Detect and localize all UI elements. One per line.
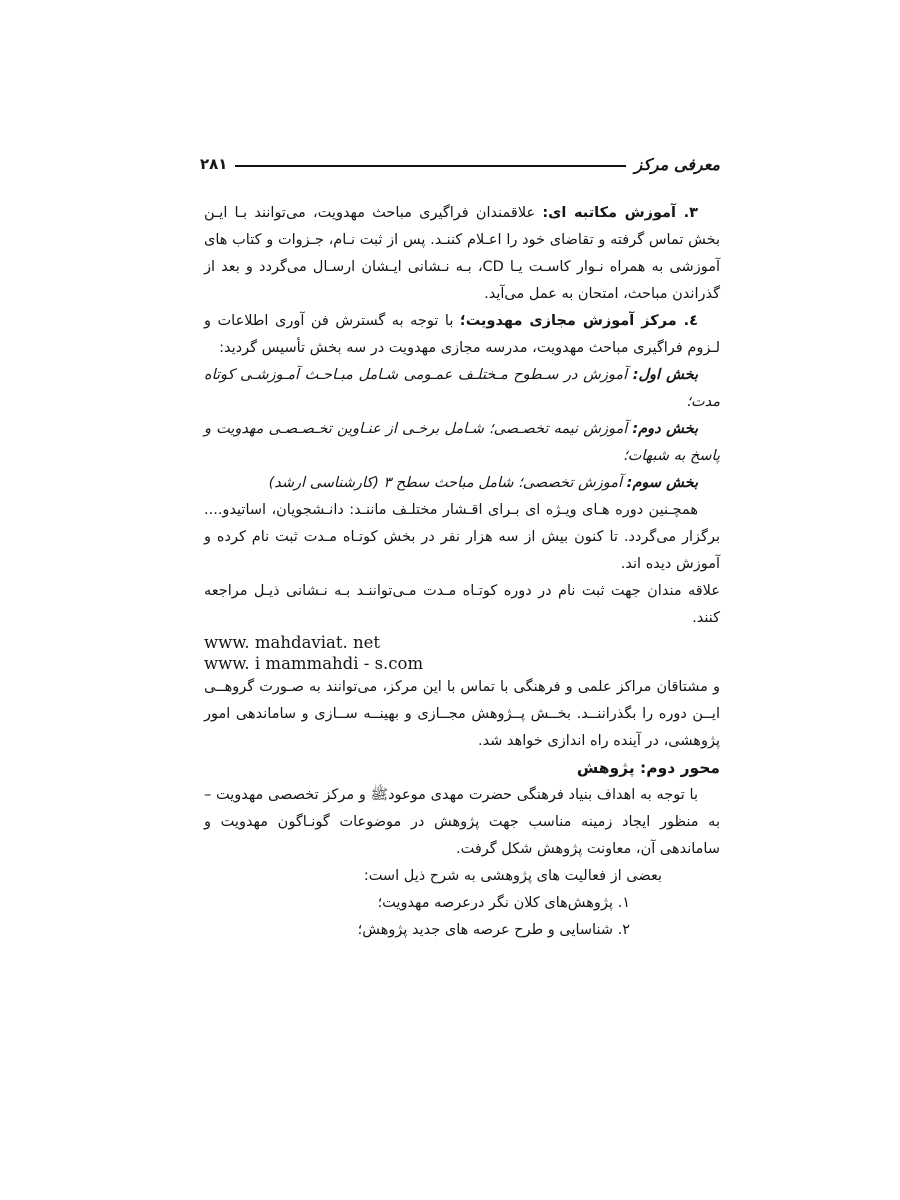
url-imammahdi: www. i mammahdi - s.com [204, 654, 424, 673]
paragraph-research-intro: با توجه به اهداف بنیاد فرهنگی حضرت مهدی موعودﷺ و مرکز تخصصی مهدویت – به منظور ایجاد زمینه مناسب جهت پژوهش در موضوعات گونـاگون مهدویت و ساماندهی آن، معاونت پژوهش شکل گرفت. [204, 787, 720, 857]
header-rule [235, 165, 626, 167]
item-4-text: با توجه به گسترش فن آوری اطلاعات و لـزوم فراگیری مباحث مهدویت، مدرسه مجازی مهدویت در سه بخش تأسیس گردید: [204, 313, 720, 356]
list-item-1: ۱. پژوهش‌های کلان نگر درعرصه مهدویت؛ [377, 895, 630, 911]
running-header [200, 152, 720, 176]
item-3-label: ۳. آموزش مکاتبه ای: [542, 205, 698, 221]
section-3-text: آموزش تخصصی؛ شامل مباحث سطح ۳ (کارشناسی ارشد) [268, 475, 627, 491]
section-2-text: آموزش نیمه تخصـصی؛ شـامل برخـی از عنـاوین تخـصـصـی مهدویت و پاسخ به شبهات؛ [204, 421, 720, 464]
paragraph-centers: و مشتاقان مراکز علمی و فرهنگی با تماس با این مرکز، می‌توانند به صـورت گروهــی ایــن دوره را بگذراننــد. بخــش پــژوهش مجــازی و بهینــه ســازی و ساماندهی امور پژوهشی، در آینده راه اندازی خواهد شد. [204, 679, 720, 749]
page-body [204, 200, 720, 944]
section-heading-research: محور دوم: پژوهش [576, 759, 720, 777]
paragraph-courses: همچـنین دوره هـای ویـژه ای بـرای اقـشار مختلـف ماننـد: دانـشجویان، اساتیدو.... برگزار می‌گردد. تا کنون بیش از سه هزار نفر در بخش کوتـاه مـدت ثبت نام کرده و آموزش دیده اند. [204, 502, 720, 572]
running-title: معرفی مرکز [634, 154, 720, 174]
page-number: ۲۸۱ [200, 155, 228, 173]
paragraph-item-3 [204, 200, 720, 308]
section-1-label: بخش اول: [632, 367, 699, 383]
section-3-label: بخش سوم: [626, 475, 698, 491]
list-item-2: ۲. شناسایی و طرح عرصه های جدید پژوهش؛ [357, 922, 630, 938]
item-4-label: ٤. مرکز آموزش مجازی مهدویت؛ [459, 313, 698, 329]
section-1-text: آموزش در سـطوح مـختلـف عمـومی شـامل مبـاحـث آمـوزشـی کوتاه مدت؛ [204, 367, 720, 410]
section-1 [204, 362, 720, 416]
section-2 [204, 416, 720, 470]
item-3-text: علاقمندان فراگیری مباحث مهدویت، می‌توانند بـا ایـن بخش تماس گرفته و تقاضای خود را اعـلام کننـد. پس از ثبت نـام، جـزوات و کتاب های آموزشی به همراه نـوار کاسـت یـا CD، بـه نـشانی ایـشان ارسـال می‌گردد و بعد از گذراندن مباحث، امتحان به عمل می‌آید. [204, 205, 720, 302]
section-2-label: بخش دوم: [632, 421, 699, 437]
list-intro: بعضی از فعالیت های پژوهشی به شرح ذیل است: [363, 868, 662, 884]
paragraph-item-4 [204, 308, 720, 362]
section-3 [204, 470, 720, 497]
url-mahdaviat: www. mahdaviat. net [204, 633, 380, 652]
paragraph-register: علاقه مندان جهت ثبت نام در دوره کوتـاه مـدت مـی‌تواننـد بـه نـشانی ذیـل مراجعه کنند. [204, 583, 720, 626]
